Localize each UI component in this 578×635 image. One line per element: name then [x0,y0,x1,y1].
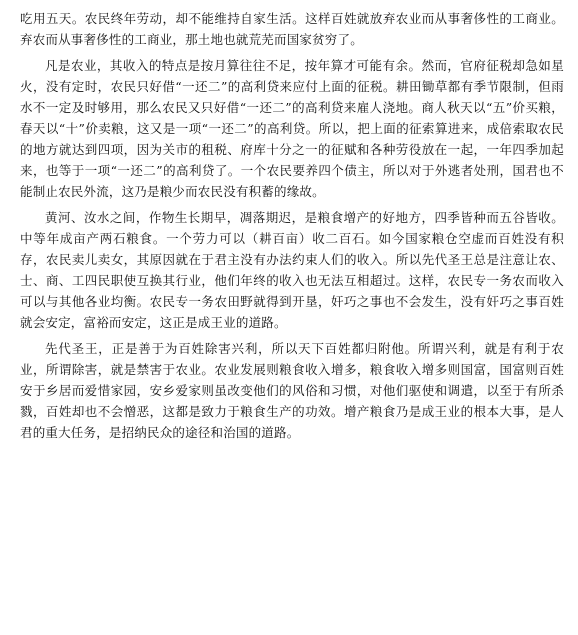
paragraph-1: 吃用五天。农民终年劳动，却不能维持自家生活。这样百姓就放弃农业而从事奢侈性的工商业。弃农而从事奢侈性的工商业，那土地也就荒芜而国家贫穷了。 [20,11,564,47]
paragraph-3: 黄河、汝水之间，作物生长期早，凋落期迟，是粮食增产的好地方，四季皆种而五谷皆收。中等年成亩产两石粮食。一个劳力可以（耕百亩）收二百石。如今国家粮仓空虚而百姓没有积存，农民卖儿卖女，其原因就在于君主没有办法约束人们的收入。所以先代圣王总是注意让农、士、商、工四民职使互换其行业，他们年终的收入也无法互相超过。这样，农民专一务农而收入可以与其他各业均衡。农民专一务农田野就得到开垦，奸巧之事也不会发生，没有奸巧之事百姓就会安定，富裕而安定，这正是成王业的道路。 [20,210,564,330]
paragraph-4: 先代圣王，正是善于为百姓除害兴利，所以天下百姓都归附他。所谓兴利，就是有利于农业，所谓除害，就是禁害于农业。农业发展则粮食收入增多，粮食收入增多则国富，国富则百姓安于乡居而爱惜家园，安乡爱家则虽改变他们的风俗和习惯，对他们驱使和调遣，以至于有所杀戮，百姓却也不会憎恶，这都是致力于粮食生产的功效。增产粮食乃是成王业的根本大事，是人君的重大任务，是招纳民众的途径和治国的道路。 [20,341,564,440]
paragraph-2: 凡是农业，其收入的特点是按月算往往不足，按年算才可能有余。然而，官府征税却急如星火，没有定时，农民只好借“一还二”的高利贷来应付上面的征税。耕田锄草都有季节限制，但雨水不一定及时够用，那么农民又只好借“一还二”的高利贷来雇人浇地。商人秋天以“五”价买粮，春天以“十”价卖粮，这又是一项“一还二”的高利贷。所以，把上面的征索算进来，成倍索取农民的地方就达到四项，因为关市的租税、府库十分之一的征赋和各种劳役放在一起，一年四季加起来，也等于一项“一还二”的高利贷了。一个农民要养四个债主，所以对于外逃者处刑，国君也不能制止农民外流，这乃是粮少而农民没有积蓄的缘故。 [20,58,564,199]
